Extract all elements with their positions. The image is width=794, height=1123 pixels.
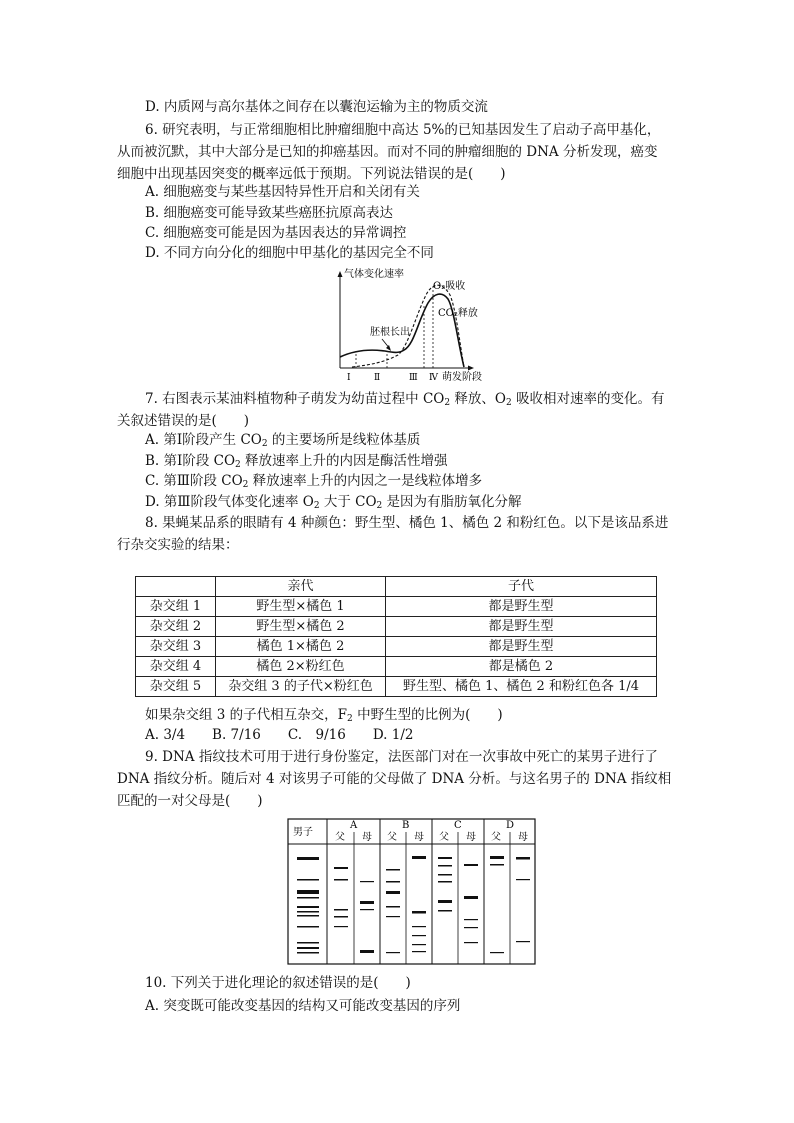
table-cell: 橘色 1×橘色 2 [216,637,386,657]
cross-results-table [135,576,657,697]
table-cell: 杂交组 4 [136,657,216,677]
d-father-bands [490,856,504,953]
c-father-bands [438,857,452,912]
q6-option-b: B. 细胞癌变可能导致某些癌胚抗原高表达 [145,205,394,221]
group-d-label: D [506,820,515,831]
q6-option-d: D. 不同方向分化的细胞中甲基化的基因完全不同 [145,245,434,261]
co2-label: CO₂释放 [438,308,478,319]
stage-label-2: Ⅱ [374,373,381,383]
q6-stem-line2: 从而被沉默，其中大部分是已知的抑癌基因。而对不同的肿瘤细胞的 DNA 分析发现，癌变 [117,144,658,160]
table-header-row [136,577,657,597]
q10-stem: 10. 下列关于进化理论的叙述错误的是( ) [145,975,411,991]
table-cell: 杂交组 3 [136,637,216,657]
man-label: 男子 [293,827,313,838]
mother-label: 母 [466,832,476,843]
q7-option-b: B. 第Ⅰ阶段 $CO_2$ 释放速率上升的内因是酶活性增强 [145,453,448,470]
q7-stem-line1: 7. 右图表示某油料植物种子萌发为幼苗过程中 $CO_2$ 释放、$O_2$ 吸收相对速率的变化。有 [145,391,665,408]
table-row [136,617,657,637]
table-row [136,677,657,697]
father-label: 父 [387,832,397,843]
table-cell: 野生型、橘色 1、橘色 2 和粉红色各 1/4 [386,677,657,697]
table-header: 子代 [386,577,657,597]
q7-stem-line2: 关叙述错误的是( ) [117,413,250,429]
table-row [136,597,657,617]
q10-option-a: A. 突变既可能改变基因的结构又可能改变基因的序列 [145,998,461,1014]
table-cell: 都是野生型 [386,597,657,617]
table-cell: 都是橘色 2 [386,657,657,677]
dna-fingerprint-figure [287,818,537,966]
y-axis-label: 气体变化速率 [344,269,404,280]
table-row [136,637,657,657]
table-header: 亲代 [216,577,386,597]
table-cell: 杂交组 1 [136,597,216,617]
table-cell: 野生型×橘色 2 [216,617,386,637]
q9-stem-line2: DNA 指纹分析。随后对 4 对该男子可能的父母做了 DNA 分析。与这名男子的 DNA 指纹相 [117,771,672,787]
father-label: 父 [335,832,345,843]
a-father-bands [334,867,348,927]
table-cell: 都是野生型 [386,637,657,657]
q9-stem-line1: 9. DNA 指纹技术可用于进行身份鉴定，法医部门对在一次事故中死亡的某男子进行了 [145,749,658,765]
mother-label: 母 [362,832,372,843]
mother-label: 母 [414,832,424,843]
man-bands [297,857,319,954]
table-cell: 橘色 2×粉红色 [216,657,386,677]
d-mother-bands [516,857,530,942]
q6-stem-line1: 6. 研究表明，与正常细胞相比肿瘤细胞中高达 5%的已知基因发生了启动子高甲基化， [145,122,661,138]
group-b-label: B [402,820,410,831]
q8-stem-line2: 行杂交实验的结果： [117,537,239,553]
q7-option-d: D. 第Ⅲ阶段气体变化速率 $O_2$ 大于 $CO_2$ 是因为有脂肪氧化分解 [145,494,522,511]
group-a-label: A [350,820,358,831]
stage-label-4: Ⅳ [429,373,438,383]
c-mother-bands [464,864,478,943]
q9-stem-line3: 匹配的一对父母是( ) [117,793,263,809]
stage-label-3: Ⅲ [409,373,418,383]
x-axis-label: 萌发阶段 [442,372,482,383]
q8-stem-line1: 8. 果蝇某品系的眼睛有 4 种颜色：野生型、橘色 1、橘色 2 和粉红色。以下是该品系进 [145,515,669,531]
table-header [136,577,216,597]
table-cell: 都是野生型 [386,617,657,637]
a-mother-bands [360,881,374,953]
q5-option-d: D. 内质网与高尔基体之间存在以囊泡运输为主的物质交流 [145,99,488,115]
q6-option-a: A. 细胞癌变与某些基因特异性开启和关闭有关 [145,184,420,200]
table-cell: 杂交组 3 的子代×粉红色 [216,677,386,697]
radicle-label: 胚根长出 [370,327,410,338]
table-row [136,657,657,677]
mother-label: 母 [518,832,528,843]
q6-stem-line3: 细胞中出现基因突变的概率远低于预期。下列说法错误的是( ) [117,166,506,182]
group-c-label: C [454,820,462,831]
b-mother-bands [412,856,426,952]
father-label: 父 [439,832,449,843]
b-father-bands [386,869,400,953]
gas-rate-figure [330,265,500,385]
q6-option-c: C. 细胞癌变可能是因为基因表达的异常调控 [145,225,407,241]
table-cell: 杂交组 5 [136,677,216,697]
stage-label-1: Ⅰ [347,373,351,383]
o2-label: O₂吸收 [433,281,466,292]
q7-option-a: A. 第Ⅰ阶段产生 $CO_2$ 的主要场所是线粒体基质 [145,432,421,449]
table-cell: 野生型×橘色 1 [216,597,386,617]
table-cell: 杂交组 2 [136,617,216,637]
q7-option-c: C. 第Ⅲ阶段 $CO_2$ 释放速率上升的内因之一是线粒体增多 [145,473,483,490]
q8-question: 如果杂交组 3 的子代相互杂交，$F_2$ 中野生型的比例为( ) [145,707,503,724]
father-label: 父 [491,832,501,843]
q8-options: A. 3/4 B. 7/16 C. 9/16 D. 1/2 [145,727,414,743]
